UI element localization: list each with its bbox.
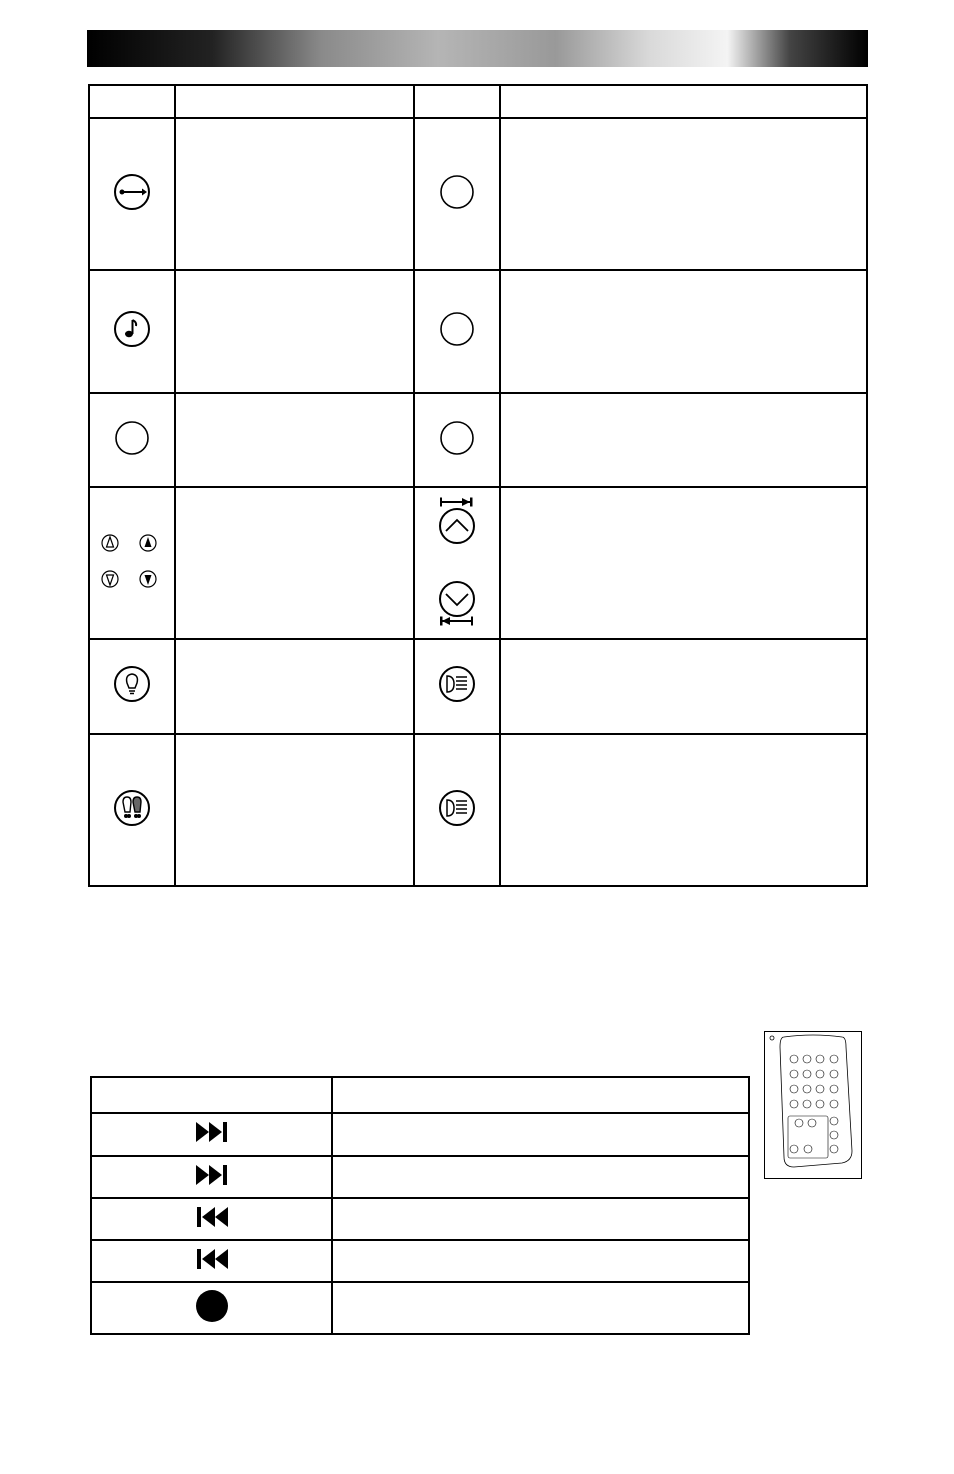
skip-up-down-icon [435,496,479,626]
headlight-icon [437,788,477,828]
function-description [175,393,414,487]
function-description [175,118,414,270]
header-cell [500,85,867,118]
table-row [91,1113,749,1156]
header-cell [414,85,500,118]
function-description [332,1156,749,1198]
function-description [175,734,414,886]
arrow-line-icon [112,172,152,212]
footprints-icon [112,788,152,828]
function-description [175,639,414,734]
button-function-table [88,84,868,887]
table-row [89,118,867,270]
table-row [89,734,867,886]
remote-control-illustration [764,1031,862,1179]
function-description [500,639,867,734]
header-cell [89,85,175,118]
table-row [91,1240,749,1282]
function-description [332,1240,749,1282]
function-description [332,1113,749,1156]
function-description [500,487,867,639]
function-description [332,1198,749,1240]
header-cell [332,1077,749,1113]
fast-forward-icon [194,1163,230,1187]
rewind-icon [194,1247,230,1271]
rewind-icon [194,1205,230,1229]
function-description [175,487,414,639]
light-bulb-icon [112,664,152,704]
function-description [500,270,867,393]
table-row [89,270,867,393]
table-row [91,1156,749,1198]
media-control-table [90,1076,750,1335]
function-description [332,1282,749,1334]
header-cell [91,1077,332,1113]
headlight-icon [437,664,477,704]
header-cell [175,85,414,118]
table-row [89,393,867,487]
table-header-row [91,1077,749,1113]
music-note-icon [112,309,152,349]
blank-circle-icon [438,173,476,211]
function-description [175,270,414,393]
record-dot-icon [194,1288,230,1324]
function-description [500,734,867,886]
up-down-arrow-buttons-icon [97,531,167,591]
table-row [91,1198,749,1240]
function-description [500,393,867,487]
fast-forward-icon [194,1120,230,1144]
blank-circle-icon [438,419,476,457]
table-row [89,487,867,639]
blank-circle-icon [113,419,151,457]
blank-circle-icon [438,310,476,348]
table-row [91,1282,749,1334]
function-description [500,118,867,270]
section-banner [87,30,868,67]
table-row [89,639,867,734]
table-header-row [89,85,867,118]
